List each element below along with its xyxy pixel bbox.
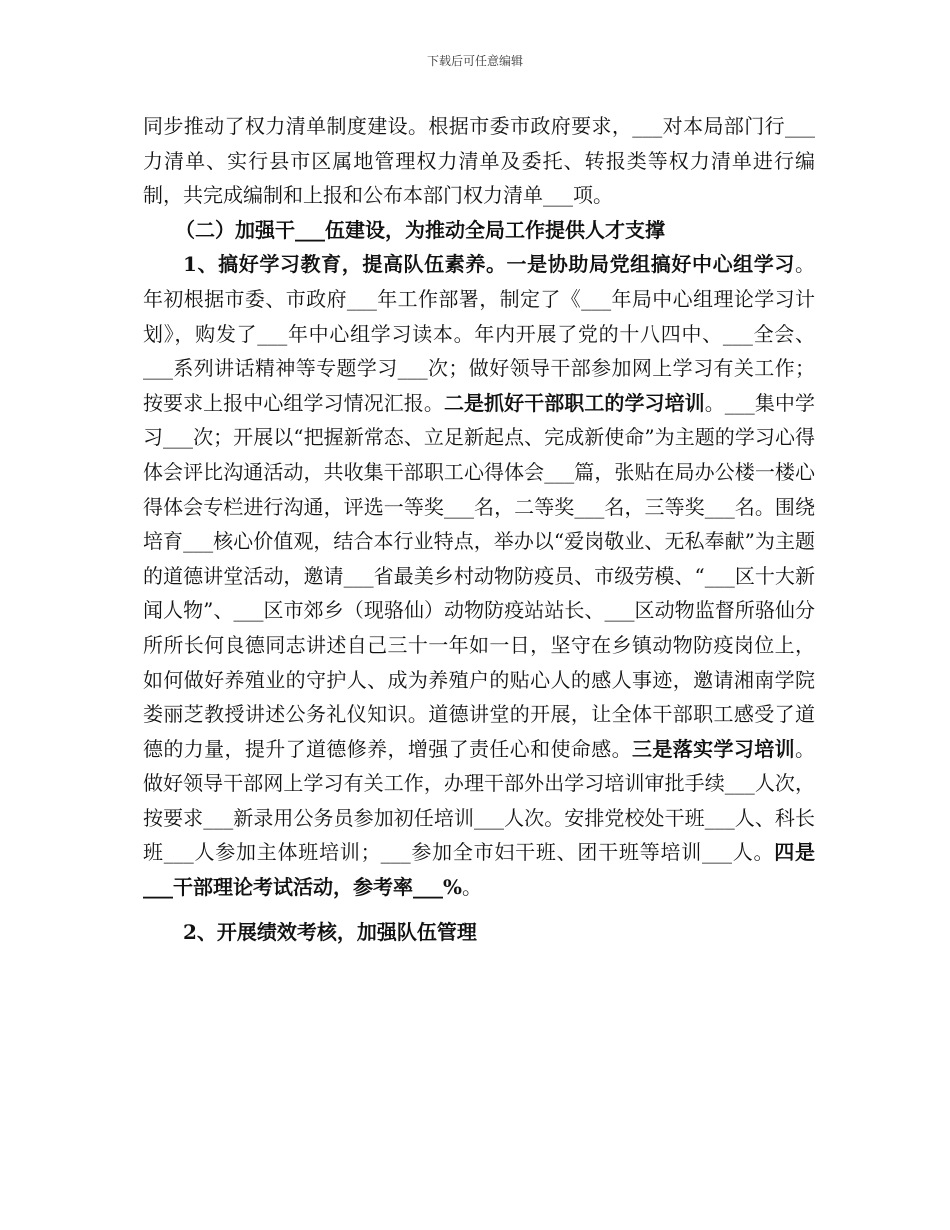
paragraph-study-education (143, 247, 815, 904)
subsection-heading-performance-assessment: 2、开展绩效考核，加强队伍管理 (183, 919, 477, 944)
text-staff-training: 。___集中学习___次；开展以“把握新常态、立足新起点、完成新使命”为主题的学习心得体会评比沟通活动，共收集干部职工心得体会___篇，张贴在局办公楼一楼心得体会专栏进行沟通，评选一等奖___名，二等奖___名，三等奖___名。围绕培育___核心价值观，结合本行业特点，举办以“爱岗敬业、无私奉献”为主题的道德讲堂活动，邀请___省最美乡村动物防疫员、市级劳模、“___区十大新闻人物”、___区市郊乡（现骆仙）动物防疫站站长、___区动物监督所骆仙分所所长何良德同志讲述自己三十一年如一日，坚守在乡镇动物防疫岗位上，如何做好养殖业的守护人、成为养殖户的贴心人的感人事迹，邀请湘南学院娄丽芝教授讲述公务礼仪知识。道德讲堂的开展，让全体干部职工感受了道德的力量，提升了道德修养，增强了责任心和使命感。 (143, 390, 815, 761)
page-header-note: 下载后可任意编辑 (426, 54, 523, 68)
text-implement-training: 。做好领导干部网上学习有关工作，办理干部外出学习培训审批手续___人次，按要求___新录用公务员参加初任培训___人次。安排党校处干班___人、科长班___人参加主体班培训；___参加全市妇干班、团干班等培训___人。 (143, 736, 815, 865)
text-central-group-study: 。年初根据市委、市政府___年工作部署，制定了《___年局中心组理论学习计划》，购发了___年中心组学习读本。年内开展了党的十八四中、___全会、___系列讲话精神等专题学习___次；做好领导干部参加网上学习有关工作；按要求上报中心组学习情况汇报。 (143, 252, 815, 415)
section-heading-cadre-building: （二）加强干___伍建设，为推动全局工作提供人才支撑 (175, 217, 665, 242)
paragraph-power-list: 同步推动了权力清单制度建设。根据市委市政府要求，___对本局部门行___力清单、实行县市区属地管理权力清单及委托、转报类等权力清单进行编制，共完成编制和上报和公布本部门权力清单___项。 (143, 114, 815, 208)
bold-implement-training: 三是落实学习培训 (632, 736, 795, 761)
text-period: 。 (462, 875, 483, 900)
bold-lead-study-education: 1、搞好学习教育，提高队伍素养。一是协助局党组搞好中心组学习 (183, 252, 795, 277)
bold-theory-exam: 四是___干部理论考试活动，参考率___% (143, 840, 816, 900)
bold-staff-training: 二是抓好干部职工的学习培训 (443, 390, 705, 415)
document-body (143, 109, 815, 949)
